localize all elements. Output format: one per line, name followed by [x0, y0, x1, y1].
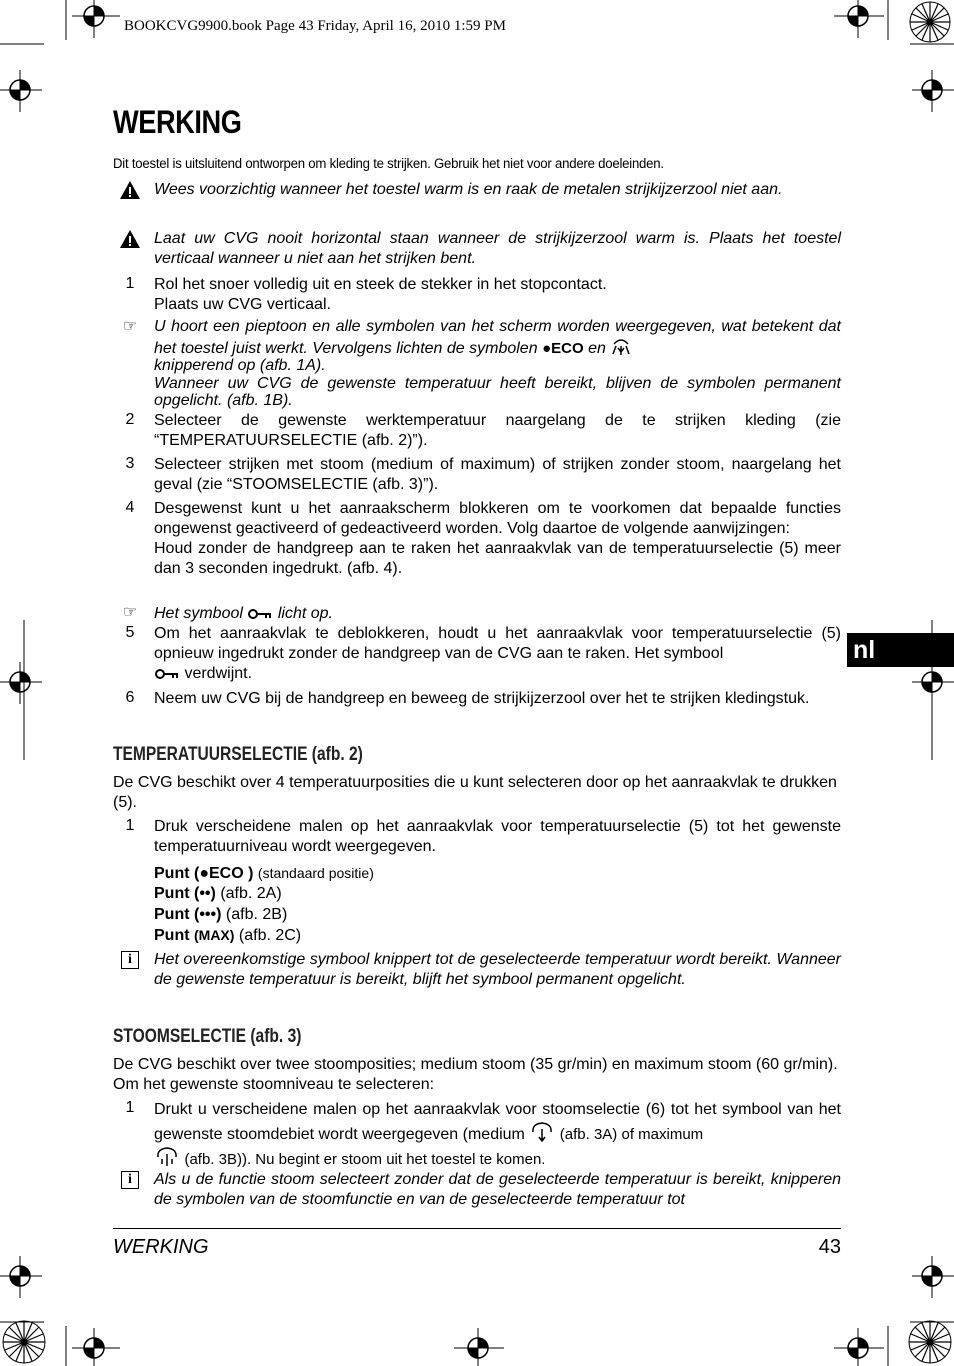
pointing-hand-icon: ☞ — [122, 318, 138, 335]
temperature-point-3 — [154, 905, 287, 925]
point-note: (standaard positie) — [257, 865, 374, 881]
point-label: ) — [243, 865, 254, 882]
point-note: (afb. 2A) — [220, 885, 282, 902]
eco-symbol-icon: ●ECO — [199, 865, 244, 882]
step-number: 6 — [125, 689, 135, 706]
steam-burst-icon — [610, 336, 632, 356]
step-text: Desgewenst kunt u het aanraakscherm blokkeren om te voorkomen dat bepaalde functies ongewenst geactiveerd of gedeactiveerd worden. Volg daartoe de volgende aanwijzingen: — [154, 500, 841, 537]
steam-medium-icon — [529, 1120, 555, 1142]
page-number: 43 — [818, 1236, 841, 1258]
key-lock-icon — [154, 667, 180, 681]
step-number: 3 — [125, 455, 135, 472]
point-label: Punt ( — [154, 865, 200, 882]
point-label: Punt — [154, 927, 190, 944]
note-text: en — [588, 339, 606, 357]
info-text: Als u de functie stoom selecteert zonder dat de geselecteerde temperatuur is bereikt, knipperen de symbolen van de stoomfunctie en van de geselecteerde temperatuur tot — [154, 1171, 841, 1208]
eco-symbol-icon: ●ECO — [542, 339, 584, 357]
book-header-line: BOOKCVG9900.book Page 43 Friday, April 16, 2010 1:59 PM — [124, 18, 506, 34]
temperature-point-eco — [154, 863, 374, 884]
step-number: 4 — [125, 499, 135, 516]
step-text: Drukt u verscheidene malen op het aanraakvlak voor stoomselectie (6) tot het symbool van het gewenste stoomdebiet wordt weergegeven (medium — [154, 1101, 841, 1143]
footer-section-title: WERKING — [113, 1236, 209, 1258]
step-text: Selecteer de gewenste werktemperatuur naargelang de te strijken kleding (zie “TEMPERATUURSELECTIE (afb. 2)”). — [154, 412, 841, 449]
point-label: Punt (•••) — [154, 906, 222, 923]
step-text: Rol het snoer volledig uit en steek de stekker in het stopcontact. — [154, 276, 607, 293]
step-number: 5 — [125, 624, 135, 641]
step-text: Selecteer strijken met stoom (medium of maximum) of strijken zonder stoom, naargelang het geval (zie “STOOMSELECTIE (afb. 3)”). — [154, 456, 841, 493]
point-label: Punt (••) — [154, 885, 216, 902]
section-intro: De CVG beschikt over 4 temperatuurposities die u kunt selecteren door op het aanraakvlak te drukken (5). — [113, 774, 837, 811]
note-text: Het symbool — [154, 605, 243, 622]
point-note: (afb. 2C) — [238, 927, 302, 944]
footer-divider — [113, 1228, 841, 1229]
step-number: 1 — [125, 1099, 135, 1116]
step-text: Houd zonder de handgreep aan te raken het aanraakvlak van de temperatuurselectie (5) meer dan 3 seconden ingedrukt. (afb. 4). — [154, 540, 841, 577]
warning-text: Laat uw CVG nooit horizontal staan wanneer de strijkijzerzool warm is. Plaats het toestel verticaal wanneer u niet aan het strijken bent. — [154, 230, 841, 267]
note-text: U hoort een pieptoon en alle symbolen van het scherm worden weergegeven, wat betekent dat het toestel juist werkt. Vervolgens lichten de symbolen — [154, 318, 841, 357]
step-text: verdwijnt. — [184, 665, 253, 682]
step-text: Neem uw CVG bij de handgreep en beweeg de strijkijzerzool over het te strijken kledingstuk. — [154, 690, 810, 707]
key-lock-icon — [247, 607, 273, 621]
step-number: 1 — [125, 817, 135, 834]
step-text: Druk verscheidene malen op het aanraakvlak voor temperatuurselectie (5) tot het gewenste temperatuurniveau wordt weergegeven. — [154, 818, 841, 855]
note-text: knipperend op (afb. 1A). — [154, 357, 326, 374]
step-number: 1 — [125, 275, 135, 292]
section-heading-steam: STOOMSELECTIE (afb. 3) — [113, 1026, 302, 1047]
step-text: (afb. 3B)). Nu begint er stoom uit het toestel te komen. — [184, 1151, 546, 1168]
pointing-hand-icon: ☞ — [122, 604, 138, 621]
step-text: Om het aanraakvlak te deblokkeren, houdt u het aanraakvlak voor temperatuurselectie (5) opnieuw ingedrukt zonder de handgreep van de CVG aan te raken. Het symbool — [154, 625, 841, 662]
section-intro: De CVG beschikt over twee stoomposities; medium stoom (35 gr/min) en maximum stoom (60 gr/min). Om het gewenste stoomniveau te selecteren: — [113, 1056, 838, 1093]
temperature-point-max — [154, 925, 301, 946]
temperature-point-2 — [154, 884, 282, 904]
step-text: Plaats uw CVG verticaal. — [154, 296, 331, 313]
point-note: (afb. 2B) — [225, 906, 288, 923]
warning-triangle-icon — [113, 180, 147, 205]
intro-text: Dit toestel is uitsluitend ontworpen om kleding te strijken. Gebruik het niet voor andere doeleinden. — [113, 156, 664, 172]
warning-text: Wees voorzichtig wanneer het toestel warm is en raak de metalen strijkijzerzool niet aan. — [154, 181, 783, 198]
max-label: (MAX) — [194, 927, 235, 943]
warning-triangle-icon — [113, 229, 147, 254]
language-tab: nl — [847, 633, 954, 667]
note-text: licht op. — [277, 605, 333, 622]
info-icon: i — [121, 951, 139, 969]
section-heading-temperature: TEMPERATUURSELECTIE (afb. 2) — [113, 744, 363, 765]
eco-label: ECO — [209, 865, 244, 882]
eco-label: ECO — [551, 339, 584, 357]
info-icon: i — [121, 1171, 139, 1189]
info-text: Het overeenkomstige symbool knippert tot de geselecteerde temperatuur wordt bereikt. Wanneer de gewenste temperatuur is bereikt, blijft het symbool permanent opgelicht. — [154, 951, 841, 988]
step-text: (afb. 3A) of maximum — [559, 1126, 704, 1143]
steam-maximum-icon — [154, 1145, 180, 1167]
page-title: WERKING — [113, 104, 242, 140]
step-number: 2 — [125, 411, 135, 428]
note-text: Wanneer uw CVG de gewenste temperatuur heeft bereikt, blijven de symbolen permanent opgelicht. (afb. 1B). — [154, 374, 841, 409]
